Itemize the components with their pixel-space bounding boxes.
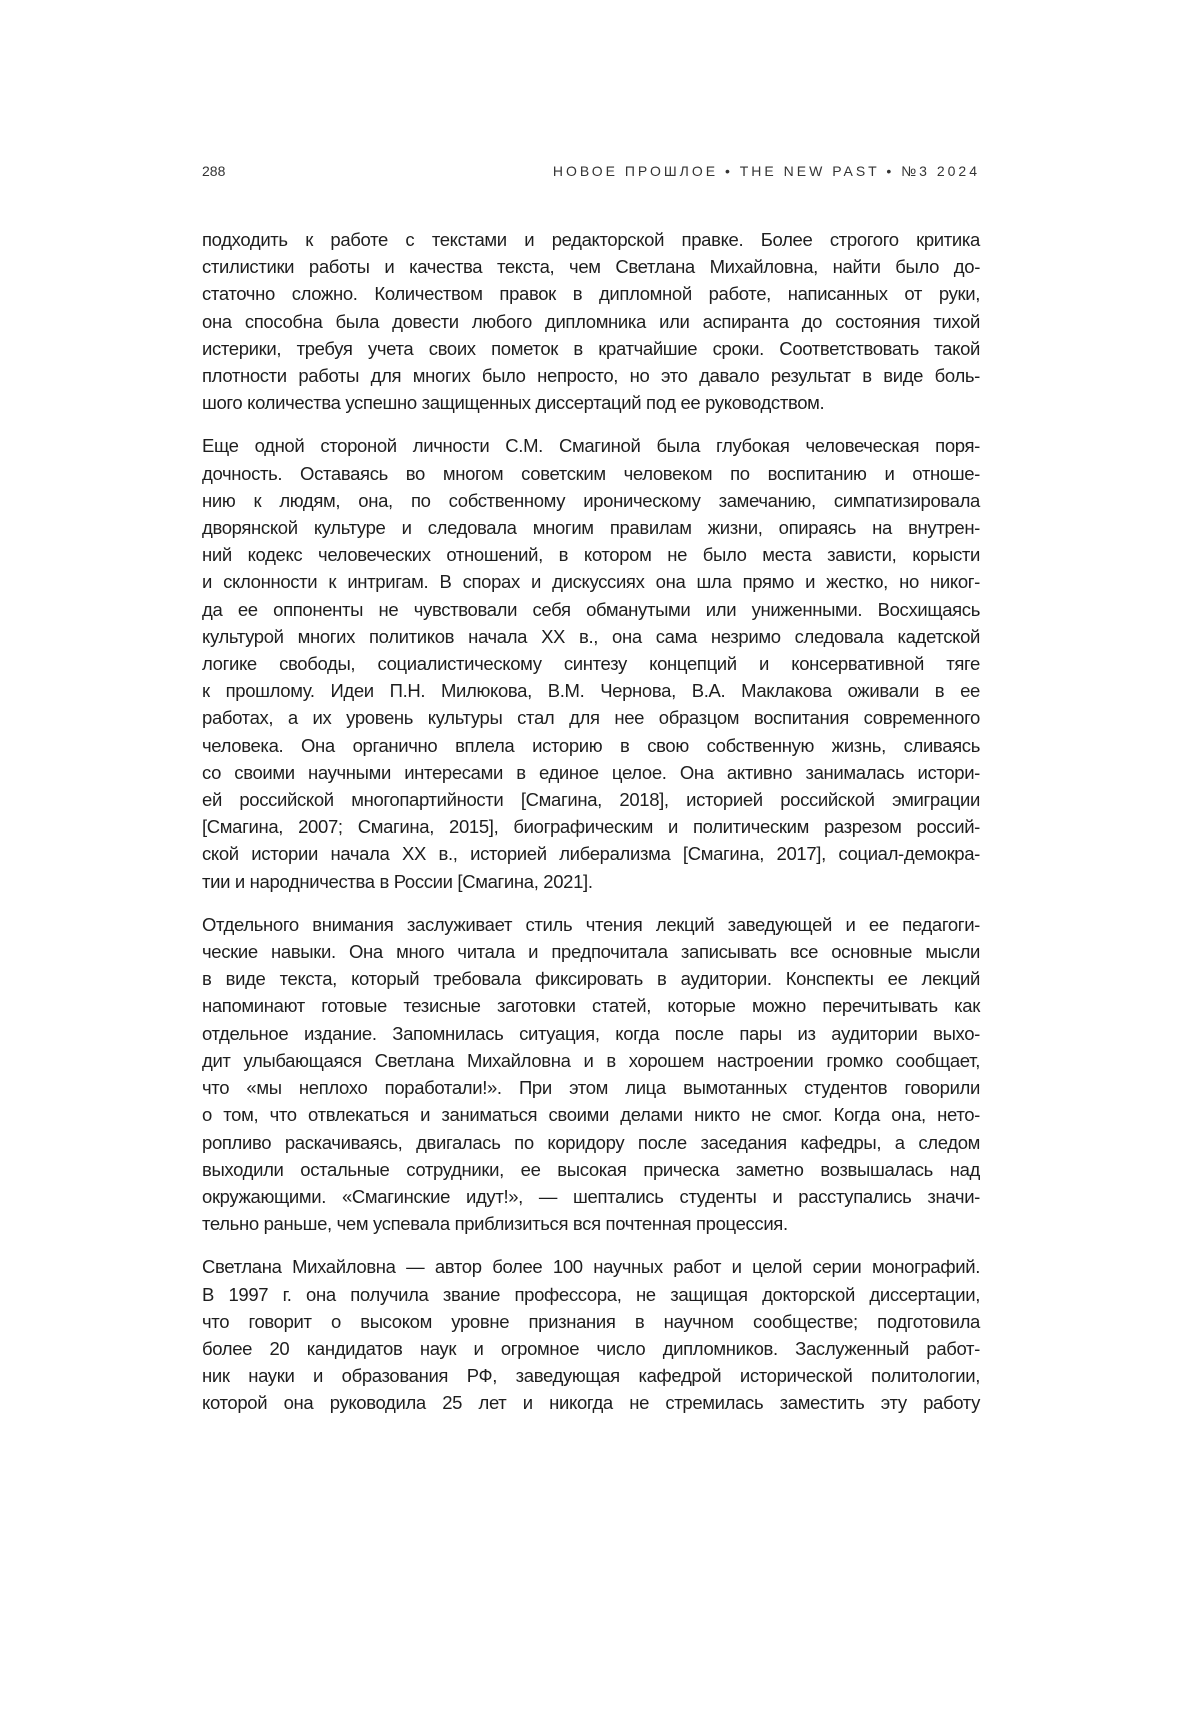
text-line: ропливо раскачиваясь, двигалась по коридору после заседания кафедры, а следом	[202, 1129, 980, 1156]
text-line: человека. Она органично вплела историю в свою собственную жизнь, сливаясь	[202, 732, 980, 759]
text-line: ник науки и образования РФ, заведующая кафедрой исторической политологии,	[202, 1362, 980, 1389]
text-line: [Смагина, 2007; Смагина, 2015], биографическим и политическим разрезом россий-	[202, 813, 980, 840]
text-line: Еще одной стороной личности С.М. Смагиной была глубокая человеческая поря-	[202, 432, 980, 459]
text-line: тии и народничества в России [Смагина, 2021].	[202, 868, 980, 895]
text-line: отдельное издание. Запомнилась ситуация, когда после пары из аудитории выхо-	[202, 1020, 980, 1047]
paragraph	[202, 1253, 980, 1416]
text-line: В 1997 г. она получила звание профессора, не защищая докторской диссертации,	[202, 1281, 980, 1308]
article-body	[202, 226, 980, 1433]
paragraph	[202, 911, 980, 1237]
text-line: о том, что отвлекаться и заниматься своими делами никто не смог. Когда она, нето-	[202, 1101, 980, 1128]
text-line: напоминают готовые тезисные заготовки статей, которые можно перечитывать как	[202, 992, 980, 1019]
text-line: что говорит о высоком уровне признания в научном сообществе; подготовила	[202, 1308, 980, 1335]
text-line: да ее оппоненты не чувствовали себя обманутыми или униженными. Восхищаясь	[202, 596, 980, 623]
text-line: культурой многих политиков начала XX в., она сама незримо следовала кадетской	[202, 623, 980, 650]
text-line: ческие навыки. Она много читала и предпочитала записывать все основные мысли	[202, 938, 980, 965]
text-line: которой она руководила 25 лет и никогда не стремилась заместить эту работу	[202, 1389, 980, 1416]
paragraph	[202, 432, 980, 894]
text-line: со своими научными интересами в единое целое. Она активно занималась истори-	[202, 759, 980, 786]
page-number: 288	[202, 163, 225, 179]
text-line: к прошлому. Идеи П.Н. Милюкова, В.М. Чернова, В.А. Маклакова оживали в ее	[202, 677, 980, 704]
text-line: дочность. Оставаясь во многом советским человеком по воспитанию и отноше-	[202, 460, 980, 487]
text-line: истерики, требуя учета своих пометок в кратчайшие сроки. Соответствовать такой	[202, 335, 980, 362]
text-line: в виде текста, который требовала фиксировать в аудитории. Конспекты ее лекций	[202, 965, 980, 992]
text-line: работах, а их уровень культуры стал для нее образцом воспитания современного	[202, 704, 980, 731]
text-line: и склонности к интригам. В спорах и дискуссиях она шла прямо и жестко, но никог-	[202, 568, 980, 595]
text-line: окружающими. «Смагинские идут!», — шептались студенты и расступались значи-	[202, 1183, 980, 1210]
text-line: нию к людям, она, по собственному ироническому замечанию, симпатизировала	[202, 487, 980, 514]
text-line: статочно сложно. Количеством правок в дипломной работе, написанных от руки,	[202, 280, 980, 307]
text-line: стилистики работы и качества текста, чем Светлана Михайловна, найти было до-	[202, 253, 980, 280]
text-line: более 20 кандидатов наук и огромное число дипломников. Заслуженный работ-	[202, 1335, 980, 1362]
text-line: дит улыбающаяся Светлана Михайловна и в хорошем настроении громко сообщает,	[202, 1047, 980, 1074]
text-line: что «мы неплохо поработали!». При этом лица вымотанных студентов говорили	[202, 1074, 980, 1101]
text-line: она способна была довести любого дипломника или аспиранта до состояния тихой	[202, 308, 980, 335]
running-head: НОВОЕ ПРОШЛОЕ • THE NEW PAST • №3 2024	[553, 163, 980, 179]
text-line: дворянской культуре и следовала многим правилам жизни, опираясь на внутрен-	[202, 514, 980, 541]
text-line: шого количества успешно защищенных диссертаций под ее руководством.	[202, 389, 980, 416]
text-line: выходили остальные сотрудники, ее высокая прическа заметно возвышалась над	[202, 1156, 980, 1183]
text-line: логике свободы, социалистическому синтезу концепций и консервативной тяге	[202, 650, 980, 677]
text-line: плотности работы для многих было непросто, но это давало результат в виде боль-	[202, 362, 980, 389]
text-line: подходить к работе с текстами и редакторской правке. Более строгого критика	[202, 226, 980, 253]
paragraph	[202, 226, 980, 416]
text-line: Светлана Михайловна — автор более 100 научных работ и целой серии монографий.	[202, 1253, 980, 1280]
text-line: ской истории начала XX в., историей либерализма [Смагина, 2017], социал-демокра-	[202, 840, 980, 867]
text-line: Отдельного внимания заслуживает стиль чтения лекций заведующей и ее педагоги-	[202, 911, 980, 938]
text-line: тельно раньше, чем успевала приблизиться вся почтенная процессия.	[202, 1210, 980, 1237]
text-line: ей российской многопартийности [Смагина, 2018], историей российской эмиграции	[202, 786, 980, 813]
text-line: ний кодекс человеческих отношений, в котором не было места зависти, корысти	[202, 541, 980, 568]
